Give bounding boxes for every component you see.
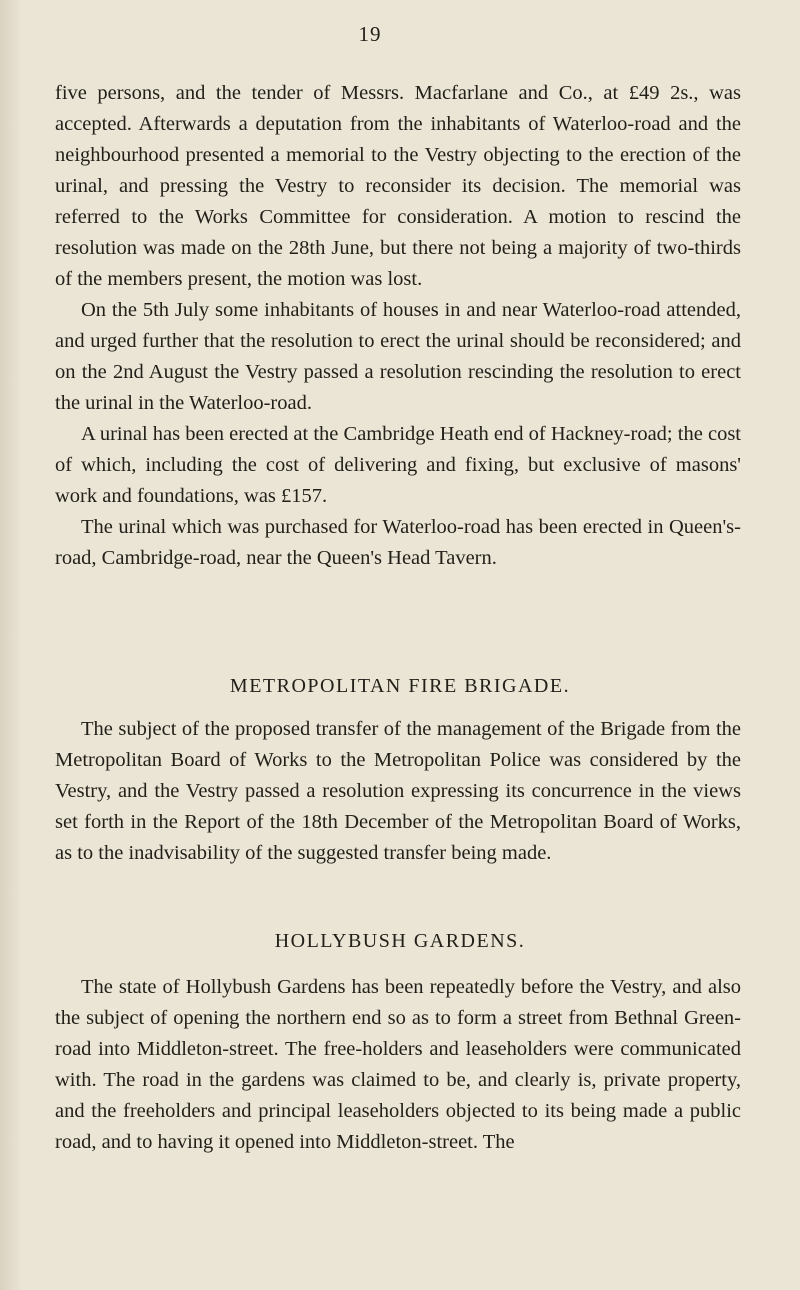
paragraph-july: On the 5th July some inhabitants of houses in and near Waterloo-road attended, and urged further that the resolution to erect the urinal should be reconsidered; and on the 2nd August the Vestry passed a resolution rescinding the resolution to erect the urinal in the Waterloo-road.	[55, 299, 741, 414]
section-urinals	[55, 78, 741, 574]
heading-fire-brigade: METROPOLITAN FIRE BRIGADE.	[229, 675, 571, 697]
paragraph-fire-brigade: The subject of the proposed transfer of the management of the Brigade from the Metropolitan Board of Works to the Metropolitan Police was considered by the Vestry, and the Vestry passed a resolution expressing its concurrence in the views set forth in the Report of the 18th December of the Metropolitan Board of Works, as to the inadvisability of the suggested transfer being made.	[55, 718, 741, 864]
section-fire-brigade	[55, 714, 741, 869]
page-edge-shadow	[0, 0, 22, 1290]
paragraph-tender: five persons, and the tender of Messrs. Macfarlane and Co., at £49 2s., was accepted. Afterwards a deputation from the inhabitants of Waterloo-road and the neighbourhood presented a memorial to the Vestry objecting to the erection of the urinal, and pressing the Vestry to reconsider its decision. The memorial was referred to the Works Committee for consideration. A motion to rescind the resolution was made on the 28th June, but there not being a majority of two-thirds of the members present, the motion was lost.	[55, 82, 741, 290]
page-number: 19	[358, 22, 382, 46]
paragraph-hollybush: The state of Hollybush Gardens has been repeatedly before the Vestry, and also the subject of opening the northern end so as to form a street from Bethnal Green-road into Middleton-street. The free-holders and leaseholders were communicated with. The road in the gardens was claimed to be, and clearly is, private property, and the freeholders and principal leaseholders objected to its being made a public road, and to having it opened into Middleton-street. The	[55, 976, 741, 1153]
paragraph-cambridge-heath: A urinal has been erected at the Cambridge Heath end of Hackney-road; the cost of which, including the cost of delivering and fixing, but exclusive of masons' work and foundations, was £157.	[55, 423, 741, 507]
section-hollybush-gardens	[55, 972, 741, 1158]
paragraph-queens-road: The urinal which was purchased for Waterloo-road has been erected in Queen's-road, Cambridge-road, near the Queen's Head Tavern.	[55, 516, 741, 569]
heading-hollybush-gardens: HOLLYBUSH GARDENS.	[274, 930, 526, 952]
